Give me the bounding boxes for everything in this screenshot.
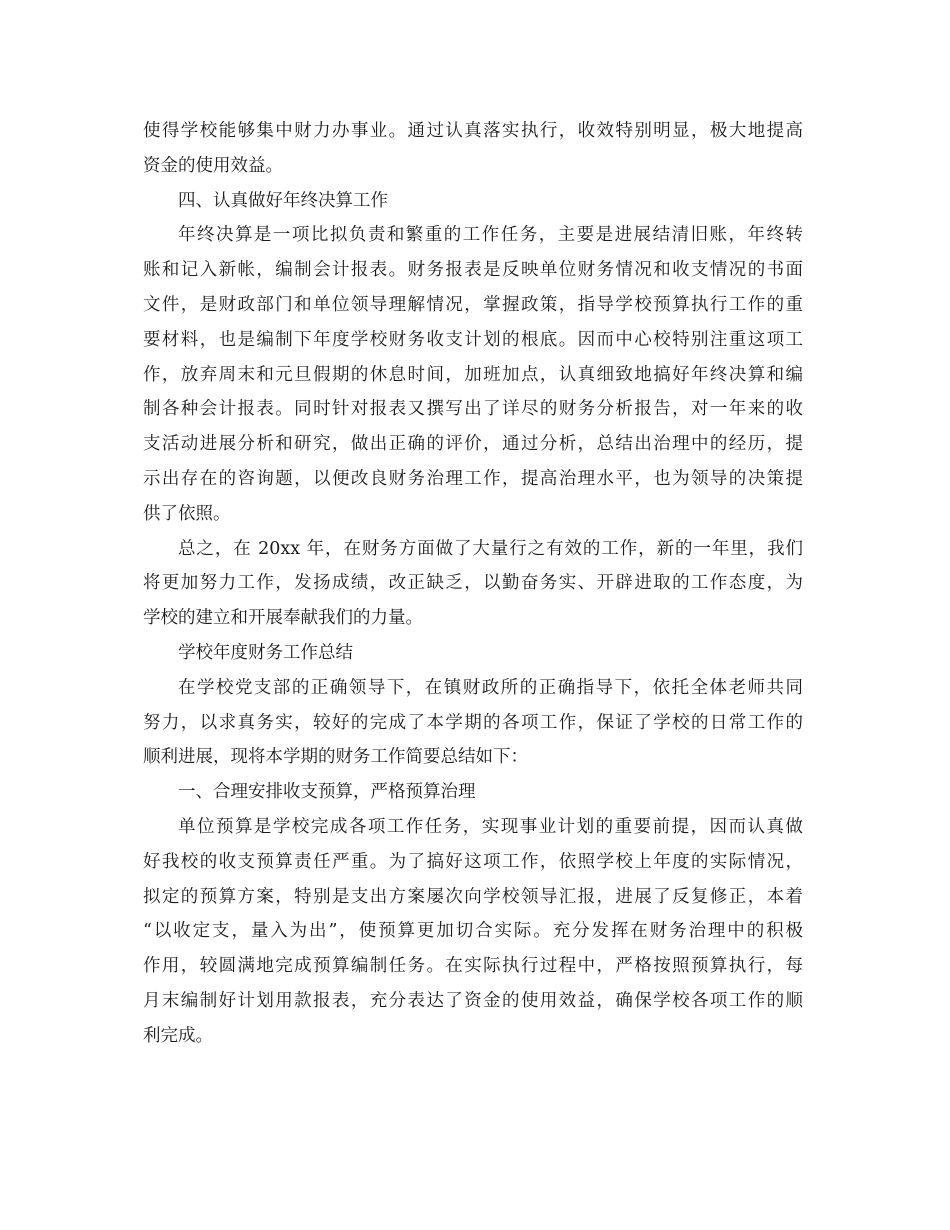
text-line: 资金的使用效益。: [143, 155, 283, 176]
text-line: 使得学校能够集中财力办事业。通过认真落实执行，收效特别明显，极大地提高: [143, 121, 803, 141]
text-line: “以收定支，量入为出”，使预算更加切合实际。充分发挥在财务治理中的积极: [143, 921, 803, 942]
text-line: 要材料，也是编制下年度学校财务收支计划的根底。因而中心校特别注重这项工: [143, 329, 803, 350]
text-line: 好我校的收支预算责任严重。为了搞好这项工作，依照学校上年度的实际情况，: [143, 851, 803, 872]
text-line: 努力，以求真务实，较好的完成了本学期的各项工作，保证了学校的日常工作的: [143, 712, 803, 733]
text-line: 制各种会计报表。同时针对报表又撰写出了详尽的财务分析报告，对一年来的收: [143, 399, 803, 420]
text-line: 学校的建立和开展奉献我们的力量。: [143, 608, 423, 629]
text-line: 顺利进展，现将本学期的财务工作简要总结如下：: [143, 747, 528, 768]
text-line: 作用，较圆满地完成预算编制任务。在实际执行过程中，严格按照预算执行，每: [143, 956, 803, 977]
text-line: 供了依照。: [143, 503, 231, 524]
text-line: 月末编制好计划用款报表，充分表达了资金的使用效益，确保学校各项工作的顺: [143, 990, 803, 1011]
text-line: 四、认真做好年终决算工作: [178, 190, 388, 211]
text-line: 账和记入新帐，编制会计报表。财务报表是反映单位财务情况和收支情况的书面: [143, 260, 803, 281]
text-line: 作，放弃周末和元旦假期的休息时间，加班加点，认真细致地搞好年终决算和编: [143, 364, 803, 385]
text-line: 一、合理安排收支预算，严格预算治理: [178, 782, 476, 803]
text-line: 支活动进展分析和研究，做出正确的评价，通过分析，总结出治理中的经历，提: [143, 434, 803, 455]
document-page: [143, 114, 803, 1054]
text-line: 学校年度财务工作总结: [178, 642, 353, 663]
text-line: 单位预算是学校完成各项工作任务，实现事业计划的重要前提，因而认真做: [178, 816, 803, 837]
text-line: 将更加努力工作，发扬成绩，改正缺乏，以勤奋务实、开辟进取的工作态度，为: [143, 573, 803, 594]
text-line: 示出存在的咨询题，以便改良财务治理工作，提高治理水平，也为领导的决策提: [143, 468, 803, 489]
text-line: 利完成。: [143, 1025, 213, 1046]
text-line: 总之，在 20xx 年，在财务方面做了大量行之有效的工作，新的一年里，我们: [178, 538, 803, 559]
text-line: 在学校党支部的正确领导下，在镇财政所的正确指导下，依托全体老师共同: [178, 677, 803, 698]
text-line: 年终决算是一项比拟负责和繁重的工作任务，主要是进展结清旧账，年终转: [178, 225, 803, 246]
text-line: 文件，是财政部门和单位领导理解情况，掌握政策，指导学校预算执行工作的重: [143, 294, 803, 315]
text-line: 拟定的预算方案，特别是支出方案屡次向学校领导汇报，进展了反复修正，本着: [143, 886, 803, 907]
